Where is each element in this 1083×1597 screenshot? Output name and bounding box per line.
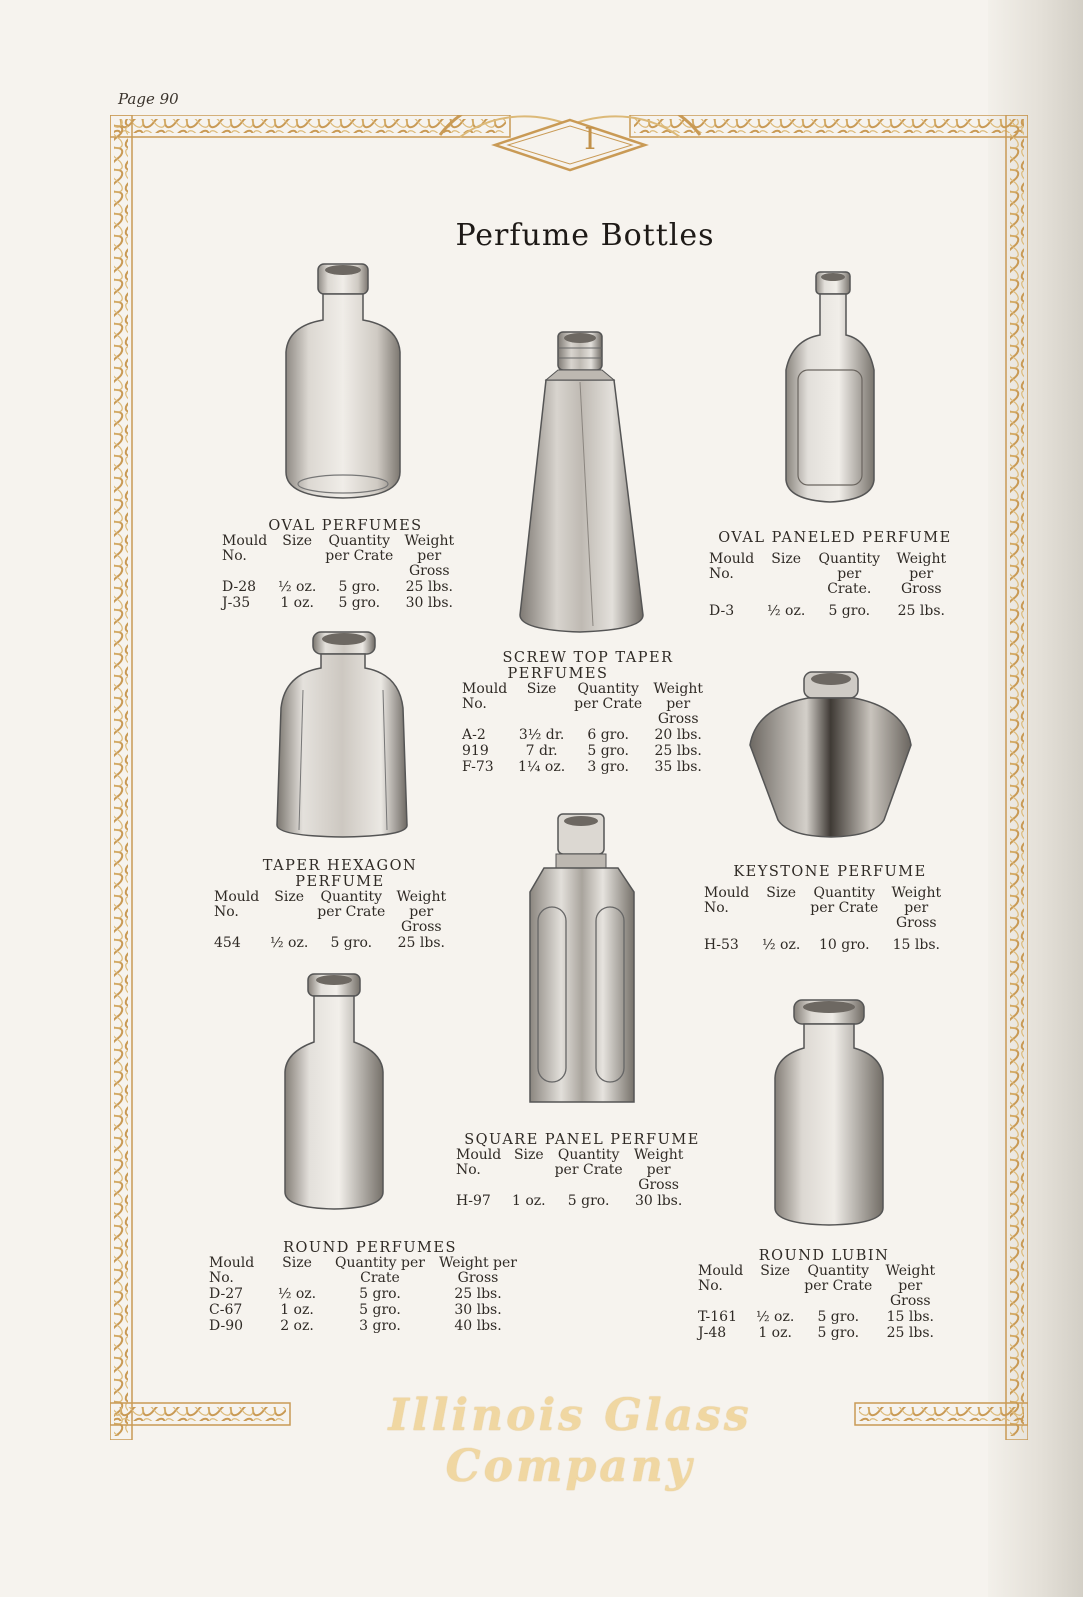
table-row	[218, 595, 460, 611]
size-cell: 1 oz.	[512, 1193, 546, 1209]
header-weight: Weight per Gross	[404, 533, 455, 579]
page-title: Perfume Bottles	[455, 218, 715, 253]
header-mould: Mould No.	[214, 889, 260, 920]
header-size: Size	[274, 889, 304, 905]
mould-cell: J-48	[698, 1325, 727, 1341]
quantity-cell: 5 gro.	[817, 1309, 860, 1325]
size-cell: ½ oz.	[278, 579, 317, 595]
size-cell: ½ oz.	[270, 935, 309, 951]
size-cell: 3½ dr.	[518, 727, 565, 743]
mould-cell: D-3	[709, 603, 735, 619]
quantity-cell: 5 gro.	[359, 1302, 401, 1318]
square-panel-bottle-image	[524, 812, 639, 1112]
quantity-cell: 5 gro.	[359, 1286, 401, 1302]
weight-cell: 25 lbs.	[897, 603, 945, 619]
oval-perfumes-name: OVAL PERFUMES	[268, 518, 423, 534]
table-row	[452, 1193, 690, 1209]
round-perfume-bottle-image	[282, 972, 387, 1212]
header-size: Size	[513, 1147, 544, 1163]
square-panel-block	[452, 1132, 712, 1209]
header-weight: Weight per Gross	[438, 1255, 517, 1286]
oval-perfumes-block	[218, 518, 473, 611]
page-number: Page 90	[118, 90, 179, 108]
table-row	[700, 931, 948, 953]
header-quantity: Quantity per Crate	[325, 533, 394, 564]
header-size: Size	[282, 1255, 312, 1271]
company-brand: Illinois Glass Company	[388, 1390, 752, 1492]
table-row	[210, 935, 452, 951]
keystone-bottle-image	[748, 670, 913, 840]
quantity-cell: 5 gro.	[587, 743, 630, 759]
round-lubin-name: ROUND LUBIN	[758, 1248, 890, 1264]
round-perfumes-name: ROUND PERFUMES	[283, 1240, 457, 1256]
taper-hexagon-name-1: TAPER HEXAGON	[262, 858, 418, 874]
taper-hexagon-table	[210, 890, 452, 951]
size-cell: ½ oz.	[762, 937, 801, 953]
size-cell: ½ oz.	[277, 1286, 317, 1302]
weight-cell: 15 lbs.	[892, 937, 940, 953]
mould-cell: 454	[214, 935, 241, 951]
round-perfumes-block	[205, 1240, 535, 1334]
size-cell: ½ oz.	[767, 603, 806, 619]
size-cell: ½ oz.	[756, 1309, 795, 1325]
header-weight: Weight per Gross	[396, 889, 447, 935]
round-lubin-table	[694, 1264, 942, 1341]
header-mould: Mould No.	[456, 1147, 502, 1178]
weight-cell: 25 lbs.	[654, 743, 702, 759]
quantity-cell: 5 gro.	[567, 1193, 610, 1209]
table-row	[205, 1302, 527, 1318]
header-size: Size	[771, 551, 801, 567]
size-cell: 1¼ oz.	[518, 759, 566, 775]
header-quantity: Quantity per Crate	[574, 681, 643, 712]
taper-hexagon-name-2: PERFUME	[295, 874, 385, 890]
quantity-cell: 6 gro.	[587, 727, 630, 743]
round-perfumes-table	[205, 1256, 527, 1334]
header-size: Size	[766, 885, 796, 901]
table-row	[458, 743, 709, 759]
header-size: Size	[526, 681, 557, 697]
mould-cell: D-28	[222, 579, 257, 595]
header-quantity: Quantity per Crate	[335, 1255, 425, 1286]
oval-paneled-bottle-image	[780, 270, 880, 505]
header-weight: Weight per Gross	[633, 1147, 684, 1193]
quantity-cell: 5 gro.	[338, 579, 381, 595]
weight-cell: 30 lbs.	[454, 1302, 502, 1318]
header-quantity: Quantity per Crate	[804, 1263, 873, 1294]
quantity-cell: 5 gro.	[338, 595, 381, 611]
table-row	[458, 759, 709, 775]
size-cell: 1 oz.	[280, 1302, 314, 1318]
screw-top-name-1: SCREW TOP TAPER	[502, 650, 674, 666]
mould-cell: F-73	[462, 759, 494, 775]
quantity-cell: 3 gro.	[359, 1318, 401, 1334]
weight-cell: 35 lbs.	[654, 759, 702, 775]
header-mould: Mould No.	[209, 1255, 255, 1286]
table-row	[458, 727, 709, 743]
mould-cell: T-161	[698, 1309, 737, 1325]
mould-cell: 919	[462, 743, 489, 759]
screw-top-name-2: PERFUMES	[507, 666, 609, 682]
square-panel-table	[452, 1148, 690, 1209]
weight-cell: 30 lbs.	[634, 1193, 683, 1209]
header-mould: Mould No.	[222, 533, 268, 564]
size-cell: 1 oz.	[280, 595, 314, 611]
quantity-cell: 5 gro.	[330, 935, 373, 951]
table-row	[218, 579, 460, 595]
table-row	[205, 1286, 527, 1302]
oval-paneled-block	[705, 530, 965, 619]
mould-cell: A-2	[462, 727, 486, 743]
size-cell: 2 oz.	[280, 1318, 314, 1334]
oval-perfume-bottle-image	[278, 262, 408, 502]
keystone-name: KEYSTONE PERFUME	[733, 864, 927, 880]
weight-cell: 15 lbs.	[886, 1309, 934, 1325]
weight-cell: 40 lbs.	[454, 1318, 502, 1334]
header-mould: Mould No.	[704, 885, 750, 916]
mould-cell: C-67	[209, 1302, 243, 1318]
mould-cell: H-53	[704, 937, 739, 953]
quantity-cell: 10 gro.	[819, 937, 870, 953]
mould-cell: J-35	[222, 595, 251, 611]
size-cell: 1 oz.	[758, 1325, 792, 1341]
table-row	[205, 1318, 527, 1334]
oval-paneled-table	[705, 552, 953, 619]
square-panel-name: SQUARE PANEL PERFUME	[464, 1132, 700, 1148]
table-row	[705, 597, 953, 619]
header-quantity: Quantity per Crate	[317, 889, 386, 920]
header-weight: Weight per Gross	[885, 1263, 936, 1309]
header-weight: Weight per Gross	[896, 551, 947, 597]
size-cell: 7 dr.	[525, 743, 558, 759]
header-mould: Mould No.	[709, 551, 755, 582]
header-size: Size	[760, 1263, 790, 1279]
taper-hexagon-bottle-image	[275, 630, 410, 840]
quantity-cell: 5 gro.	[828, 603, 871, 619]
taper-hexagon-block	[210, 858, 470, 951]
keystone-table	[700, 886, 948, 953]
oval-paneled-name: OVAL PANELED PERFUME	[718, 530, 952, 546]
round-lubin-block	[694, 1248, 954, 1341]
mould-cell: D-90	[209, 1318, 244, 1334]
quantity-cell: 5 gro.	[817, 1325, 860, 1341]
keystone-block	[700, 864, 960, 953]
mould-cell: D-27	[209, 1286, 244, 1302]
header-size: Size	[282, 533, 312, 549]
weight-cell: 25 lbs.	[397, 935, 445, 951]
header-quantity: Quantity per Crate	[810, 885, 879, 916]
header-quantity: Quantity per Crate	[554, 1147, 623, 1178]
oval-perfumes-table	[218, 534, 460, 611]
weight-cell: 20 lbs.	[654, 727, 702, 743]
screw-top-taper-bottle-image	[518, 330, 648, 635]
header-mould: Mould No.	[698, 1263, 744, 1294]
screw-top-block	[458, 650, 718, 775]
screw-top-table	[458, 682, 709, 775]
emblem-letter: I	[584, 122, 596, 157]
header-weight: Weight per Gross	[891, 885, 942, 931]
table-row	[694, 1325, 942, 1341]
header-quantity: Quantity per Crate.	[818, 551, 881, 597]
weight-cell: 25 lbs.	[405, 579, 453, 595]
weight-cell: 25 lbs.	[454, 1286, 502, 1302]
round-lubin-bottle-image	[772, 998, 887, 1228]
table-row	[694, 1309, 942, 1325]
header-weight: Weight per Gross	[653, 681, 703, 727]
weight-cell: 30 lbs.	[405, 595, 453, 611]
weight-cell: 25 lbs.	[886, 1325, 934, 1341]
mould-cell: H-97	[456, 1193, 491, 1209]
quantity-cell: 3 gro.	[587, 759, 630, 775]
header-mould: Mould No.	[462, 681, 508, 712]
